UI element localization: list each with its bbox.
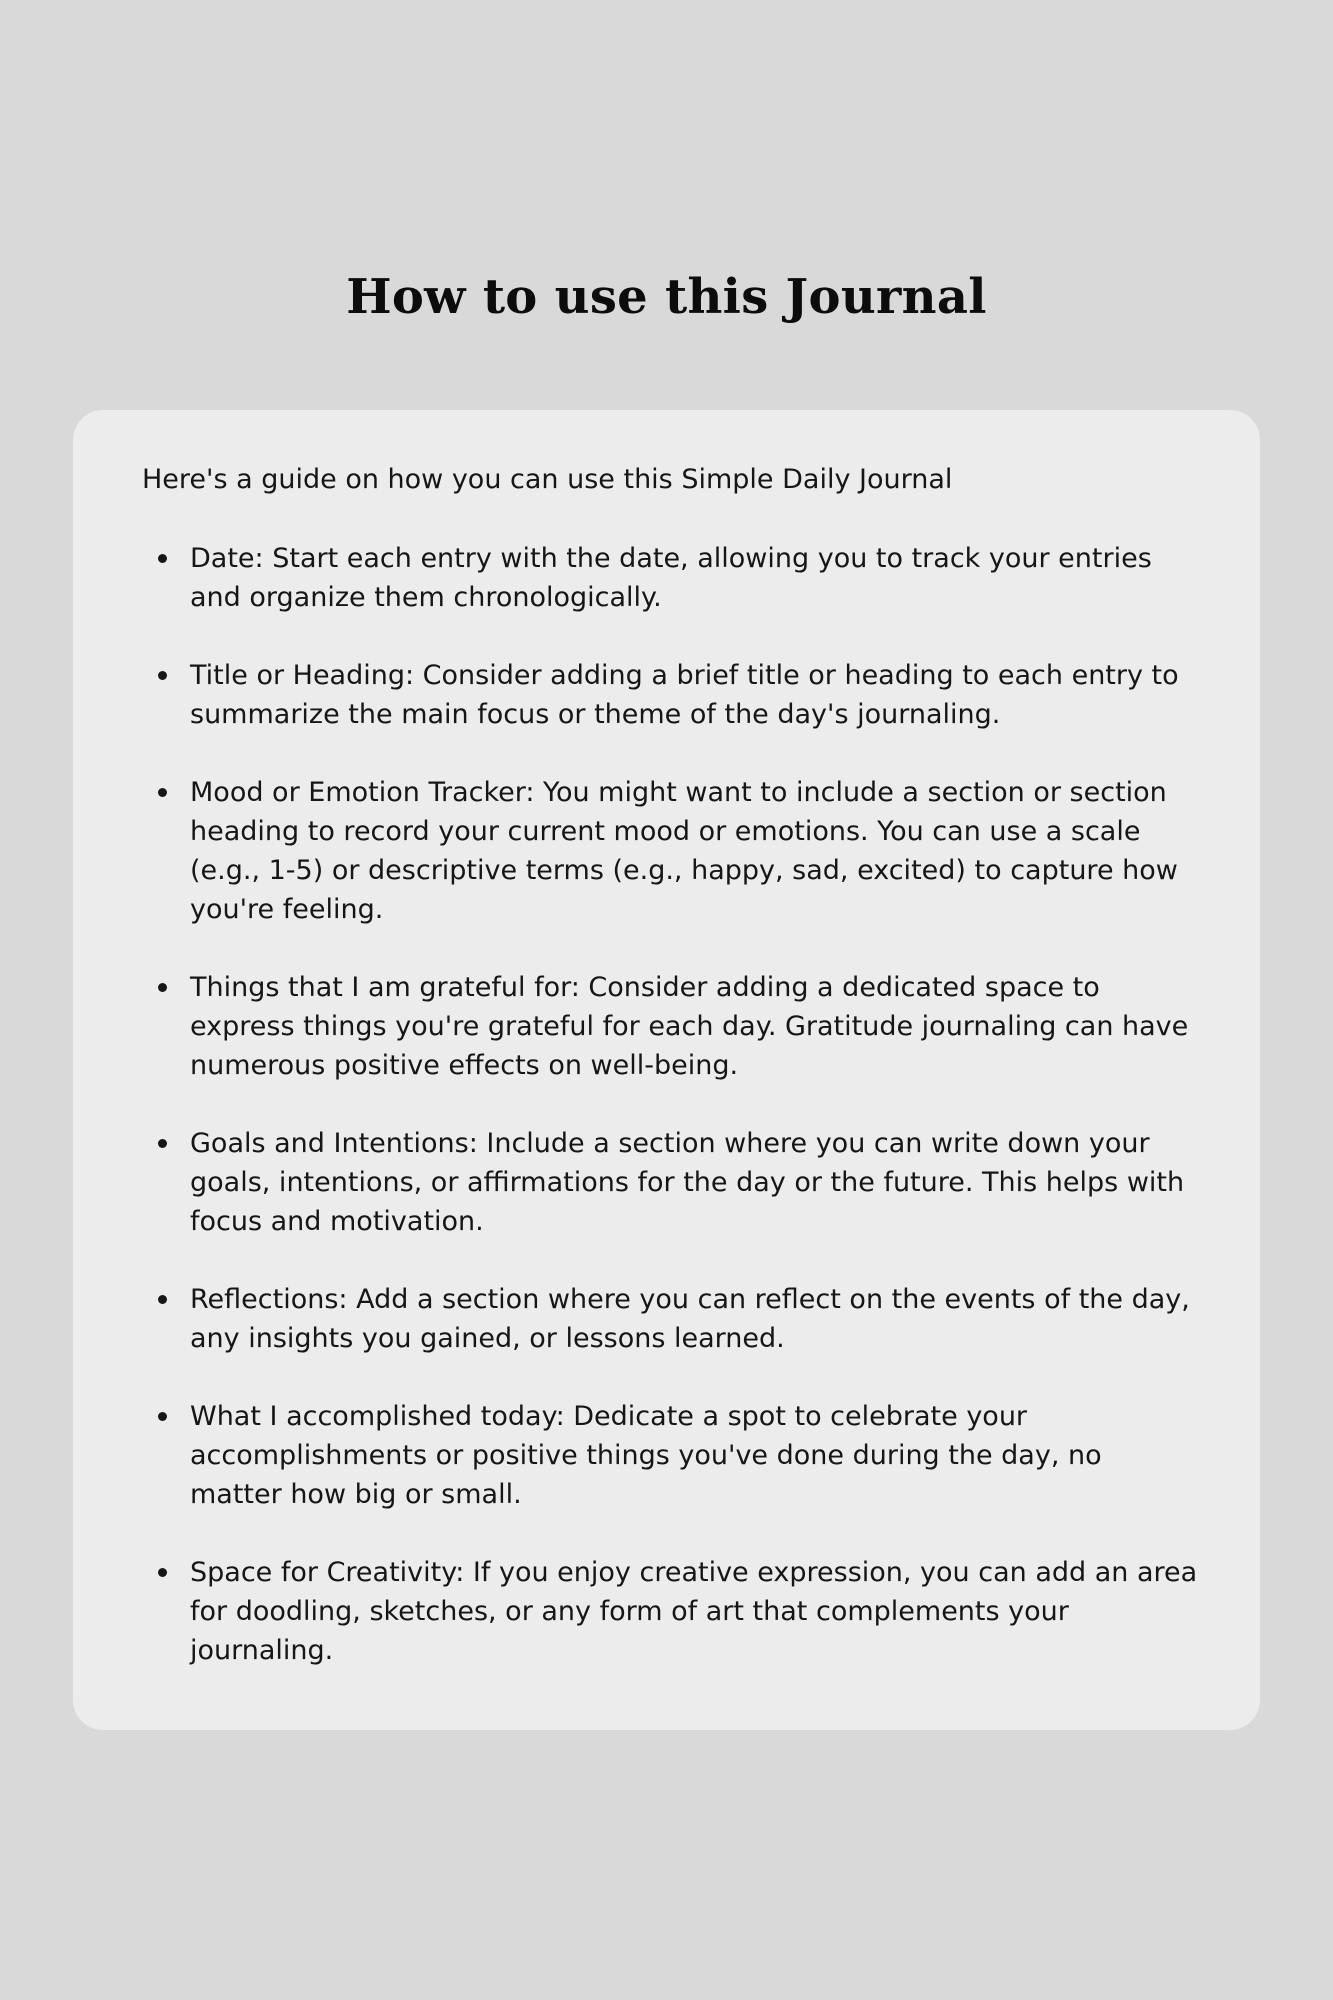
guide-item-text: Mood or Emotion Tracker: You might want to include a section or section heading to record your current mood or emotions. You can use a scale (e.g., 1-5) or descriptive terms (e.g., happy, sad, excited) to capture how you're feeling. (190, 777, 1178, 925)
guide-item-text: Goals and Intentions: Include a section where you can write down your goals, intentions, or affirmations for the day or the future. This helps with focus and motivation. (190, 1128, 1185, 1237)
guide-item-creativity (142, 1553, 1200, 1670)
bullet-dot (158, 788, 167, 797)
guide-list (142, 539, 1200, 1670)
guide-item-text: Things that I am grateful for: Consider adding a dedicated space to express things you're grateful for each day. Gratitude journaling can have numerous positive effects on well-being. (190, 972, 1189, 1081)
bullet-dot (158, 1295, 167, 1304)
bullet-dot (158, 1568, 167, 1577)
guide-item-text: What I accomplished today: Dedicate a spot to celebrate your accomplishments or positive things you've done during the day, no matter how big or small. (190, 1401, 1102, 1510)
guide-item-gratitude (142, 968, 1200, 1085)
guide-item-goals (142, 1124, 1200, 1241)
guide-item-date (142, 539, 1200, 617)
guide-item-title (142, 656, 1200, 734)
bullet-dot (158, 1139, 167, 1148)
guide-item-reflections (142, 1280, 1200, 1358)
guide-item-text: Reflections: Add a section where you can reflect on the events of the day, any insights you gained, or lessons learned. (190, 1284, 1190, 1354)
guide-item-text: Space for Creativity: If you enjoy creative expression, you can add an area for doodling, sketches, or any form of art that complements your journaling. (190, 1557, 1198, 1666)
bullet-dot (158, 1412, 167, 1421)
guide-item-text: Title or Heading: Consider adding a brief title or heading to each entry to summarize the main focus or theme of the day's journaling. (190, 660, 1179, 730)
bullet-dot (158, 671, 167, 680)
bullet-dot (158, 554, 167, 563)
guide-card (73, 410, 1260, 1730)
page-title: How to use this Journal (346, 269, 987, 325)
guide-item-accomplished (142, 1397, 1200, 1514)
guide-item-text: Date: Start each entry with the date, allowing you to track your entries and organize them chronologically. (190, 543, 1152, 613)
guide-intro: Here's a guide on how you can use this Simple Daily Journal (142, 464, 953, 495)
guide-item-mood (142, 773, 1200, 929)
bullet-dot (158, 983, 167, 992)
